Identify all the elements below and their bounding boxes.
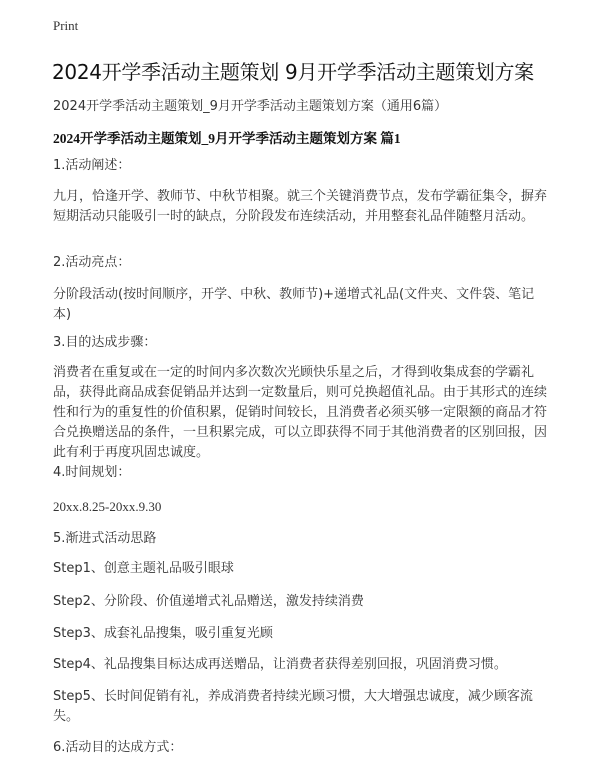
paragraph-activity-highlights: 分阶段活动(按时间顺序，开学、中秋、教师节)+递增式礼品(文件夹、文件袋、笔记本) <box>53 287 535 322</box>
heading-progressive-ideas: 5.渐进式活动思路 <box>53 531 157 546</box>
heading-activity-description: 1.活动阐述： <box>53 158 131 173</box>
document-subtitle: 2024开学季活动主题策划_9月开学季活动主题策划方案（通用6篇） <box>53 99 448 114</box>
step-3: Step3、成套礼品搜集，吸引重复光顾 <box>53 626 273 641</box>
step-1: Step1、创意主题礼品吸引眼球 <box>53 561 234 576</box>
step-5: Step5、长时间促销有礼，养成消费者持续光顾习惯，大大增强忠诚度，减少顾客流失。 <box>53 689 533 724</box>
print-link[interactable]: Print <box>53 18 79 33</box>
paragraph-time-range: 20xx.8.25-20xx.9.30 <box>53 499 162 514</box>
heading-goal-steps: 3.目的达成步骤： <box>53 335 157 350</box>
step-2: Step2、分阶段、价值递增式礼品赠送，激发持续消费 <box>53 594 364 609</box>
section-heading: 2024开学季活动主题策划_9月开学季活动主题策划方案 篇1 <box>53 131 401 146</box>
heading-time-plan: 4.时间规划： <box>53 465 131 480</box>
page-title: 2024开学季活动主题策划 9月开学季活动主题策划方案 <box>52 60 534 84</box>
heading-goal-methods: 6.活动目的达成方式： <box>53 740 183 755</box>
step-4: Step4、礼品搜集目标达成再送赠品，让消费者获得差别回报，巩固消费习惯。 <box>53 657 507 672</box>
paragraph-goal-steps: 消费者在重复或在一定的时间内多次数次光顾快乐星之后，才得到收集成套的学霸礼品，获得此商品成套促销品并达到一定数量后，则可兑换超值礼品。由于其形式的连续性和行为的重复性的价值积累，促销时间较长，且消费者必须买够一定限额的商品才符合兑换赠送品的条件，一旦积累完成，可以立即获得不同于其他消费者的区别回报，因此有利于再度巩固忠诚度。 <box>53 365 548 460</box>
heading-activity-highlights: 2.活动亮点： <box>53 255 131 270</box>
paragraph-activity-description: 九月，恰逢开学、教师节、中秋节相聚。就三个关键消费节点，发布学霸征集令，摒弃短期活动只能吸引一时的缺点，分阶段发布连续活动，并用整套礼品伴随整月活动。 <box>53 189 548 224</box>
